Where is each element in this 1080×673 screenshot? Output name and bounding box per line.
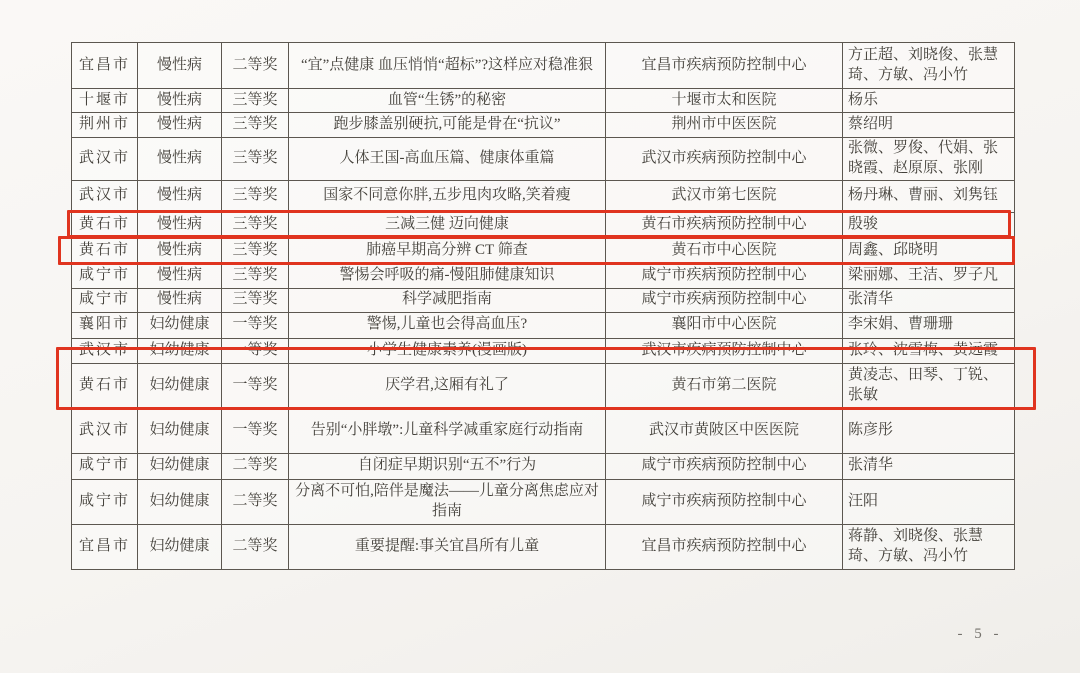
cell-organization: 荆州市中医医院 [606, 113, 843, 138]
cell-title: 血管“生锈”的秘密 [289, 89, 606, 113]
table-row [72, 113, 1015, 138]
cell-category: 妇幼健康 [138, 409, 222, 453]
cell-title: 科学减肥指南 [289, 288, 606, 312]
cell-award: 一等奖 [222, 409, 289, 453]
cell-authors: 汪阳 [843, 479, 1015, 524]
cell-organization: 黄石市疾病预防控制中心 [606, 212, 843, 238]
cell-category: 妇幼健康 [138, 453, 222, 479]
cell-city: 咸宁市 [72, 288, 138, 312]
cell-award: 三等奖 [222, 180, 289, 212]
cell-category: 慢性病 [138, 288, 222, 312]
cell-title: 告别“小胖墩”:儿童科学减重家庭行动指南 [289, 409, 606, 453]
cell-authors: 陈彦彤 [843, 409, 1015, 453]
cell-title: 小学生健康素养(漫画版) [289, 338, 606, 363]
cell-city: 十堰市 [72, 89, 138, 113]
cell-category: 妇幼健康 [138, 338, 222, 363]
cell-authors: 蒋静、刘晓俊、张慧琦、方敏、冯小竹 [843, 524, 1015, 569]
cell-authors: 杨丹琳、曹丽、刘隽钰 [843, 180, 1015, 212]
cell-organization: 宜昌市疾病预防控制中心 [606, 43, 843, 89]
cell-title: 厌学君,这厢有礼了 [289, 363, 606, 409]
cell-organization: 宜昌市疾病预防控制中心 [606, 524, 843, 569]
cell-organization: 黄石市第二医院 [606, 363, 843, 409]
cell-title: 三减三健 迈向健康 [289, 212, 606, 238]
cell-title: 重要提醒:事关宜昌所有儿童 [289, 524, 606, 569]
cell-title: 跑步膝盖别硬抗,可能是骨在“抗议” [289, 113, 606, 138]
cell-title: 国家不同意你胖,五步甩肉攻略,笑着瘦 [289, 180, 606, 212]
cell-category: 慢性病 [138, 180, 222, 212]
cell-award: 三等奖 [222, 89, 289, 113]
cell-award: 三等奖 [222, 264, 289, 288]
cell-category: 妇幼健康 [138, 479, 222, 524]
cell-organization: 咸宁市疾病预防控制中心 [606, 288, 843, 312]
cell-award: 三等奖 [222, 113, 289, 138]
cell-authors: 方正超、刘晓俊、张慧琦、方敏、冯小竹 [843, 43, 1015, 89]
cell-award: 二等奖 [222, 479, 289, 524]
cell-category: 妇幼健康 [138, 312, 222, 338]
cell-authors: 杨乐 [843, 89, 1015, 113]
cell-title: “宜”点健康 血压悄悄“超标”?这样应对稳准狠 [289, 43, 606, 89]
cell-organization: 武汉市疾病预防控制中心 [606, 338, 843, 363]
cell-city: 武汉市 [72, 338, 138, 363]
cell-award: 二等奖 [222, 453, 289, 479]
cell-title: 警惕,儿童也会得高血压? [289, 312, 606, 338]
cell-city: 武汉市 [72, 138, 138, 181]
cell-category: 慢性病 [138, 89, 222, 113]
cell-award: 三等奖 [222, 212, 289, 238]
cell-authors: 张微、罗俊、代娟、张晓霞、赵原原、张刚 [843, 138, 1015, 181]
table-row [72, 43, 1015, 89]
table-row [72, 89, 1015, 113]
table-row [72, 363, 1015, 409]
award-table [71, 42, 1015, 570]
table-row [72, 409, 1015, 453]
cell-city: 咸宁市 [72, 453, 138, 479]
cell-award: 二等奖 [222, 524, 289, 569]
cell-award: 一等奖 [222, 363, 289, 409]
cell-authors: 黄凌志、田琴、丁锐、张敏 [843, 363, 1015, 409]
cell-authors: 张玲、沈雪梅、黄远霞 [843, 338, 1015, 363]
cell-category: 慢性病 [138, 138, 222, 181]
table-row [72, 338, 1015, 363]
cell-category: 慢性病 [138, 238, 222, 264]
table-row [72, 524, 1015, 569]
cell-category: 慢性病 [138, 264, 222, 288]
table-row [72, 288, 1015, 312]
cell-city: 黄石市 [72, 212, 138, 238]
table-row [72, 264, 1015, 288]
cell-authors: 李宋娟、曹珊珊 [843, 312, 1015, 338]
cell-title: 警惕会呼吸的痛-慢阻肺健康知识 [289, 264, 606, 288]
cell-organization: 十堰市太和医院 [606, 89, 843, 113]
page-number: - 5 - [957, 626, 1003, 642]
cell-city: 咸宁市 [72, 264, 138, 288]
table-row [72, 212, 1015, 238]
cell-organization: 咸宁市疾病预防控制中心 [606, 479, 843, 524]
cell-title: 人体王国-高血压篇、健康体重篇 [289, 138, 606, 181]
cell-organization: 咸宁市疾病预防控制中心 [606, 264, 843, 288]
cell-city: 荆州市 [72, 113, 138, 138]
table-row [72, 180, 1015, 212]
cell-category: 妇幼健康 [138, 363, 222, 409]
cell-city: 黄石市 [72, 363, 138, 409]
cell-organization: 黄石市中心医院 [606, 238, 843, 264]
cell-city: 宜昌市 [72, 524, 138, 569]
award-table-body [72, 43, 1015, 570]
cell-authors: 周鑫、邱晓明 [843, 238, 1015, 264]
cell-authors: 殷骏 [843, 212, 1015, 238]
cell-title: 肺癌早期高分辨 CT 筛查 [289, 238, 606, 264]
cell-authors: 张清华 [843, 288, 1015, 312]
cell-category: 慢性病 [138, 212, 222, 238]
cell-city: 黄石市 [72, 238, 138, 264]
table-row [72, 238, 1015, 264]
cell-award: 一等奖 [222, 312, 289, 338]
cell-organization: 武汉市黄陂区中医医院 [606, 409, 843, 453]
cell-award: 一等奖 [222, 338, 289, 363]
cell-organization: 咸宁市疾病预防控制中心 [606, 453, 843, 479]
cell-city: 武汉市 [72, 409, 138, 453]
cell-city: 襄阳市 [72, 312, 138, 338]
cell-title: 分离不可怕,陪伴是魔法——儿童分离焦虑应对指南 [289, 479, 606, 524]
cell-category: 妇幼健康 [138, 524, 222, 569]
table-row [72, 312, 1015, 338]
cell-organization: 武汉市第七医院 [606, 180, 843, 212]
cell-organization: 武汉市疾病预防控制中心 [606, 138, 843, 181]
cell-authors: 梁丽娜、王洁、罗子凡 [843, 264, 1015, 288]
cell-city: 武汉市 [72, 180, 138, 212]
cell-organization: 襄阳市中心医院 [606, 312, 843, 338]
cell-title: 自闭症早期识别“五不”行为 [289, 453, 606, 479]
table-row [72, 138, 1015, 181]
cell-category: 慢性病 [138, 43, 222, 89]
cell-category: 慢性病 [138, 113, 222, 138]
cell-award: 三等奖 [222, 138, 289, 181]
cell-award: 三等奖 [222, 288, 289, 312]
table-row [72, 453, 1015, 479]
table-row [72, 479, 1015, 524]
cell-award: 三等奖 [222, 238, 289, 264]
cell-authors: 蔡绍明 [843, 113, 1015, 138]
cell-authors: 张清华 [843, 453, 1015, 479]
cell-city: 咸宁市 [72, 479, 138, 524]
cell-award: 二等奖 [222, 43, 289, 89]
cell-city: 宜昌市 [72, 43, 138, 89]
